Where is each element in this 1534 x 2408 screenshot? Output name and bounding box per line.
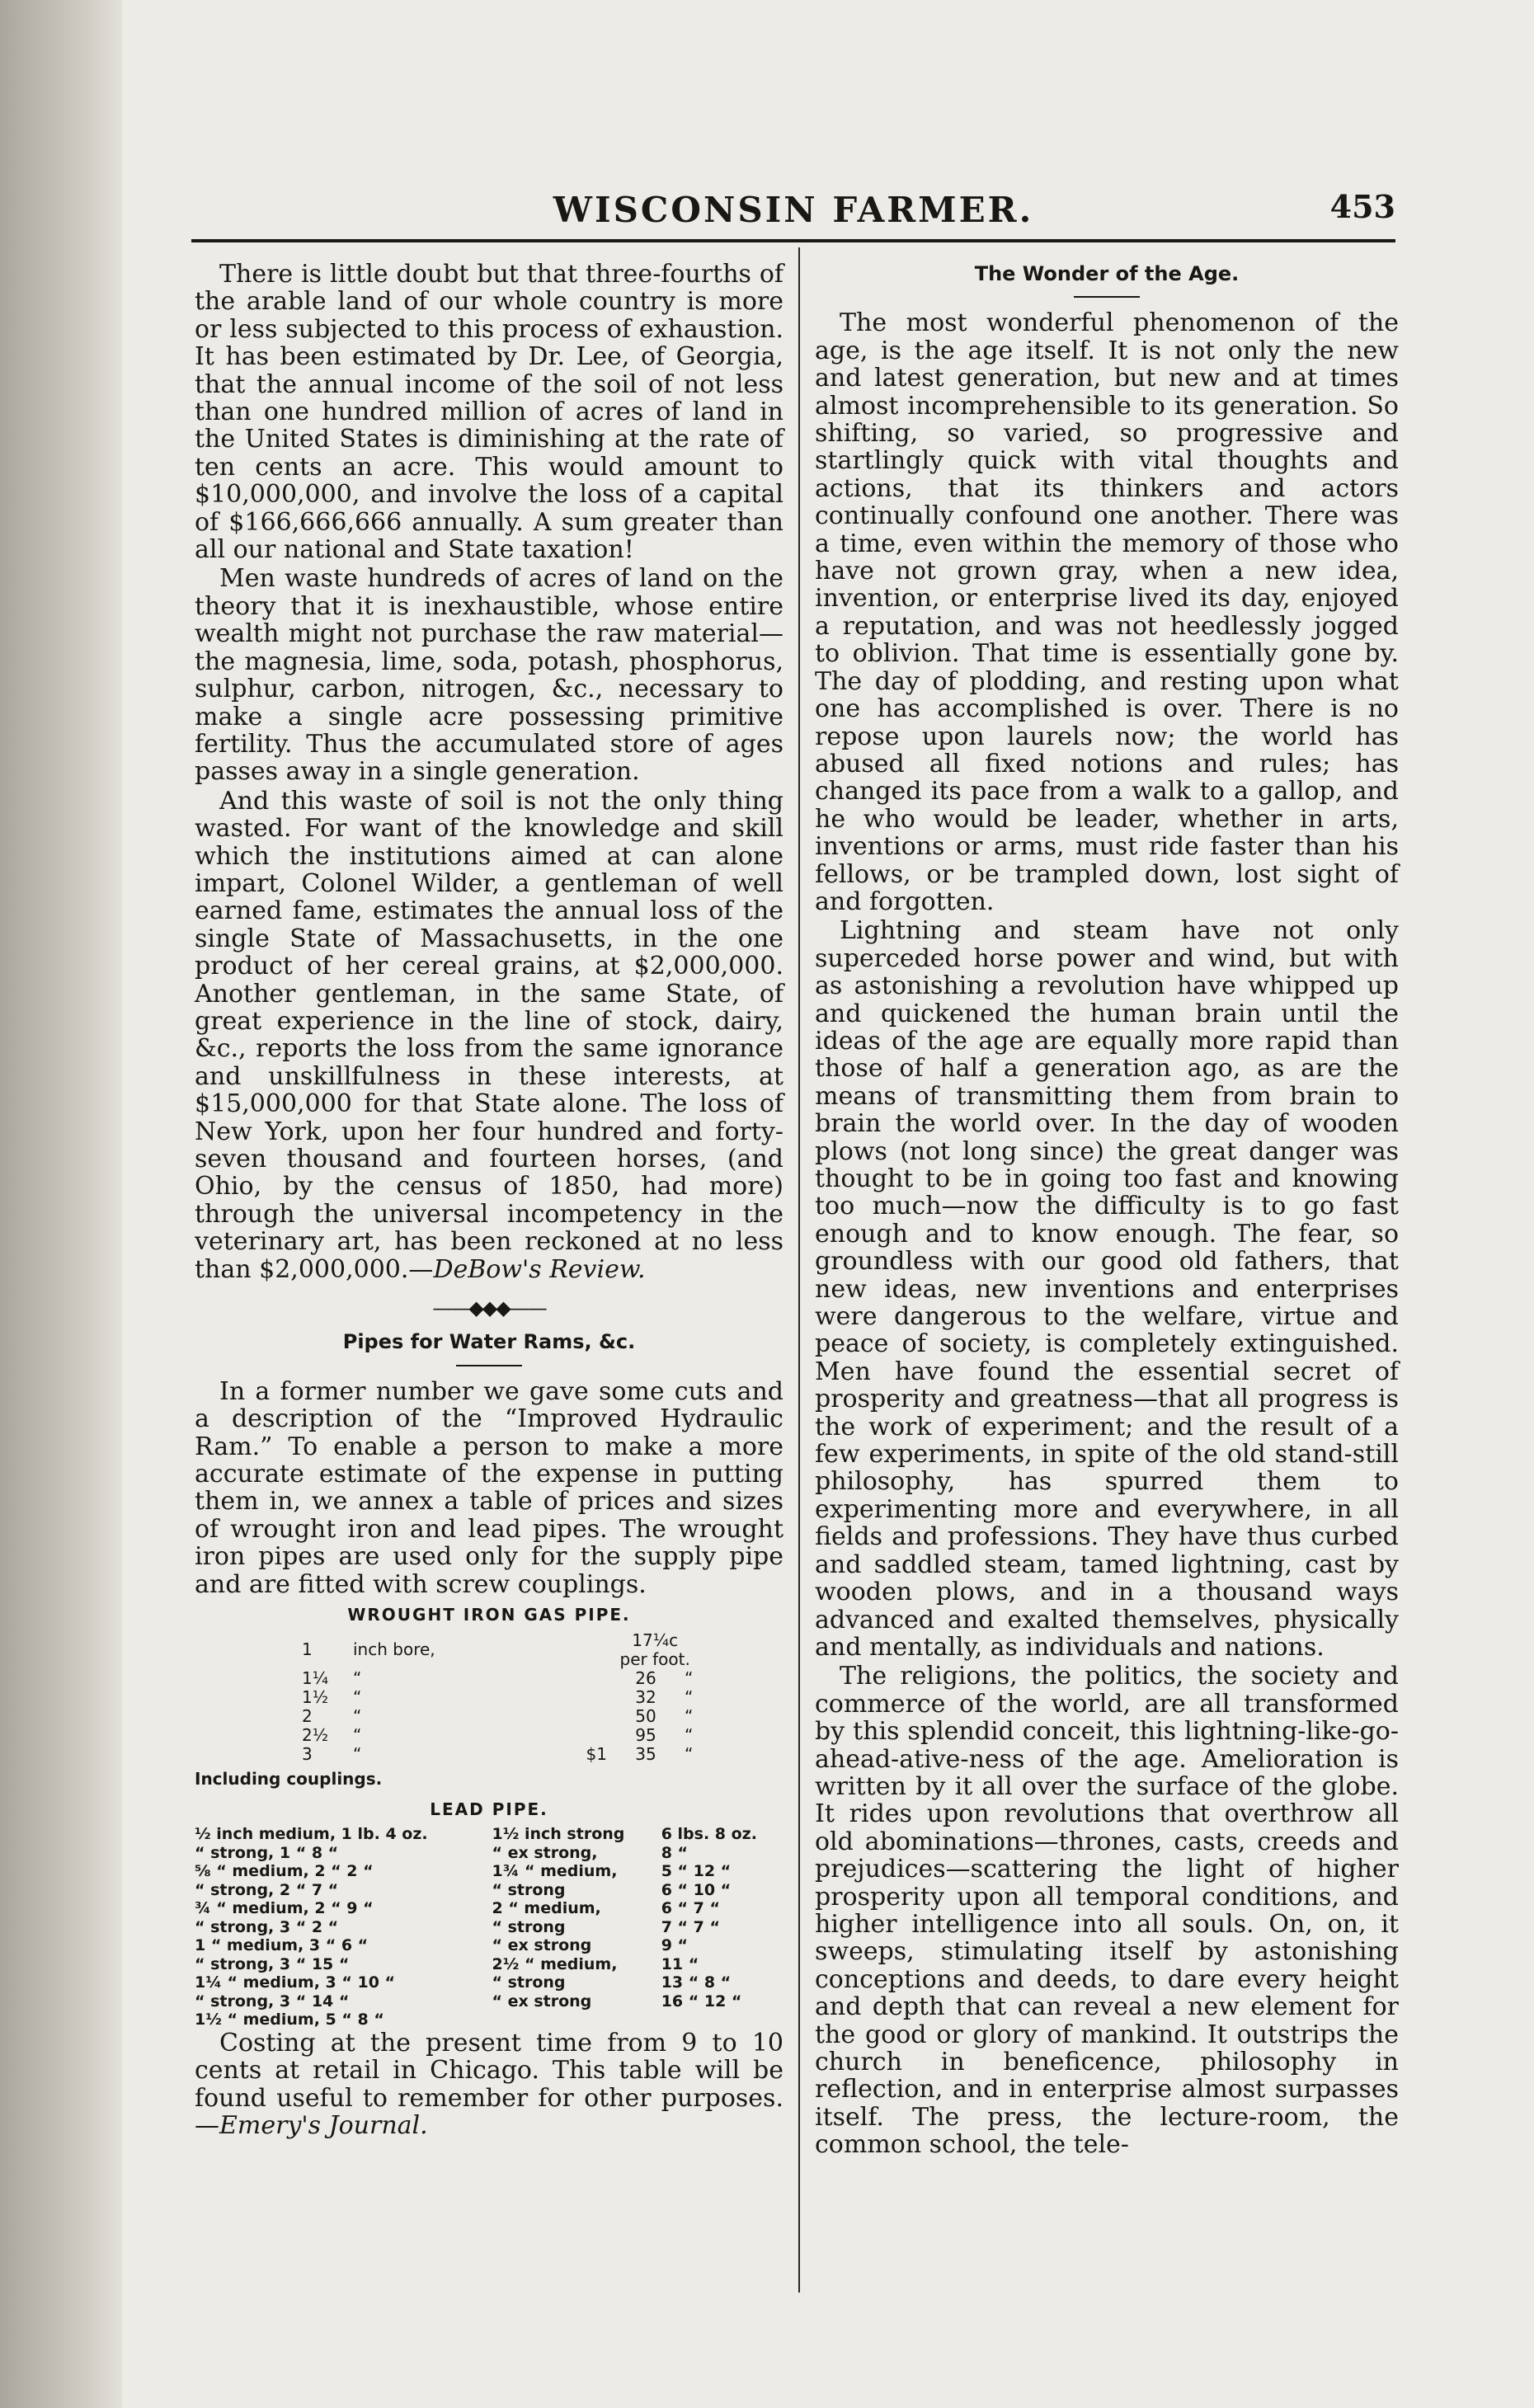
table-cell (661, 2011, 783, 2029)
table-cell: “ (685, 1705, 694, 1726)
table-row (302, 1745, 703, 1764)
gas-pipe-table-title: WROUGHT IRON GAS PIPE. (347, 1605, 631, 1625)
table-cell: “ strong (492, 1973, 566, 1992)
article-heading: Pipes for Water Rams, &c. (342, 1330, 636, 1354)
table-cell: 16 “ 12 “ (661, 1992, 742, 2011)
table-row (302, 1726, 703, 1745)
table-cell: 6 lbs. 8 oz. (661, 1825, 757, 1844)
table-cell: “ (685, 1686, 694, 1707)
table-cell: 17¼c per foot. (619, 1630, 690, 1669)
table-cell: 50 (635, 1705, 656, 1726)
table-cell: 9 “ (661, 1936, 689, 1955)
table-cell: “ strong, 3 “ 15 “ (195, 1954, 350, 1973)
table-cell: 1½ (302, 1686, 329, 1707)
table-cell: 1¾ “ medium, (492, 1862, 618, 1881)
table-cell: ¾ “ medium, 2 “ 9 “ (195, 1899, 374, 1918)
table-cell: 1¼ (302, 1667, 329, 1688)
table-row (195, 1862, 783, 1881)
heading-rule (456, 1365, 522, 1366)
table-row (195, 1973, 783, 1992)
paragraph (195, 2029, 783, 2140)
table-cell: “ ex strong (492, 1992, 592, 2011)
article-heading: The Wonder of the Age. (974, 262, 1240, 285)
table-cell (561, 1707, 617, 1726)
table-cell: 13 “ 8 “ (661, 1973, 732, 1992)
table-cell: 7 “ 7 “ (661, 1917, 720, 1936)
table-cell: “ (353, 1705, 362, 1726)
column-divider (798, 247, 800, 2293)
table-row (195, 1825, 783, 1844)
journal-title: WISCONSIN FARMER. (553, 190, 1034, 230)
table-cell: “ strong (492, 1917, 566, 1936)
lead-pipe-table (195, 1825, 783, 2029)
table-cell: 6 “ 10 “ (661, 1880, 732, 1899)
table-cell (492, 2011, 661, 2029)
table-cell: inch bore, (353, 1639, 435, 1659)
table-row (195, 1918, 783, 1937)
table-cell: “ strong, 3 “ 2 “ (195, 1917, 339, 1936)
table-cell: “ (353, 1667, 362, 1688)
paragraph: The religions, the politics, the society and commerce of the world, are all transformed by this splendid conceit, this lightning-like-go-ahead-ative-ness of the age. Amelioration is written by it all over the surface of the globe. It rides upon revolutions that overthrow all old abominations—thrones, casts, creeds and prejudices—scattering the light of higher prosperity upon all temporal conditions, and higher intelligence into all souls. On, on, it sweeps, stimulating itself by astonishing conceptions and deeds, to dare every height and depth that can reveal a new element for the good or glory of mankind. It outstrips the church in beneficence, philosophy in reflection, and in enterprise almost surpasses itself. The press, the lecture-room, the common school, the tele- (815, 1662, 1399, 2160)
paragraph: The most wonderful phenomenon of the age, is the age itself. It is not only the new and latest generation, but new and at times almost incomprehensible to its generation. So shifting, so varied, so progressive and startlingly quick with vital thoughts and actions, that its thinkers and actors continually confound one another. There was a time, even within the memory of those who have not grown gray, when a new idea, invention, or enterprise lived its day, enjoyed a reputation, and was not heedlessly jogged to oblivion. That time is essentially gone by. The day of plodding, and resting upon what one has accomplished is over. There is no repose upon laurels now; the world has abused all fixed notions and rules; has changed its pace from a walk to a gallop, and he who would be leader, whether in arts, inventions or arms, must ride faster than his fellows, or be trampled down, lost sight of and forgotten. (815, 308, 1399, 916)
table-cell: 1 “ medium, 3 “ 6 “ (195, 1936, 369, 1955)
table-cell: 11 “ (661, 1954, 699, 1973)
table-cell (561, 1726, 617, 1745)
table-cell: 26 (635, 1667, 656, 1688)
table-cell (561, 1688, 617, 1707)
citation: Emery's Journal. (219, 2111, 428, 2141)
table-cell (561, 1631, 617, 1669)
table-cell: “ strong, 2 “ 7 “ (195, 1880, 339, 1899)
paragraph: In a former number we gave some cuts and a description of the “Improved Hydraulic Ram.” To enable a person to make a more accurate estimate of the expense in putting them in, we annex a table of prices and sizes of wrought iron and lead pipes. The wrought iron pipes are used only for the supply pipe and are fitted with screw couplings. (195, 1376, 783, 1599)
table-cell: “ (353, 1686, 362, 1707)
table-cell: 6 “ 7 “ (661, 1899, 720, 1918)
running-header (191, 175, 1395, 233)
table-row (302, 1631, 703, 1669)
table-cell: 8 “ (661, 1843, 689, 1862)
table-row (302, 1669, 703, 1688)
table-cell: $1 (586, 1743, 607, 1764)
paragraph: Men waste hundreds of acres of land on the theory that it is inexhaustible, whose entire wealth might not purchase the raw material—the magnesia, lime, soda, potash, phosphorus, sulphur, carbon, nitrogen, &c., necessary to make a single acre possessing primitive fertility. Thus the accumulated store of ages passes away in a single generation. (195, 564, 783, 787)
table-cell: “ (353, 1743, 362, 1764)
table-row (195, 1881, 783, 1900)
table-row (195, 1844, 783, 1863)
table-cell: 1½ inch strong (492, 1825, 625, 1844)
table-cell: 1¼ “ medium, 3 “ 10 “ (195, 1973, 396, 1992)
citation: DeBow's Review. (433, 1254, 646, 1284)
table-cell: 2½ (302, 1724, 329, 1745)
paragraph (195, 788, 783, 1283)
table-cell: “ strong (492, 1880, 566, 1899)
table-row (195, 1936, 783, 1955)
table-cell: ⅝ “ medium, 2 “ 2 “ (195, 1862, 374, 1881)
table-cell: “ ex strong, (492, 1843, 598, 1862)
table-cell: “ (353, 1724, 362, 1745)
table-cell: 2½ “ medium, (492, 1954, 618, 1973)
table-row (195, 1899, 783, 1918)
table-cell: 2 “ medium, (492, 1899, 601, 1918)
table-row (302, 1688, 703, 1707)
table-cell: 95 (635, 1724, 656, 1745)
table-cell: ½ inch medium, 1 lb. 4 oz. (195, 1825, 428, 1844)
table-cell: “ strong, 1 “ 8 “ (195, 1843, 339, 1862)
left-column (195, 261, 783, 2139)
table-cell: 5 “ 12 “ (661, 1862, 732, 1881)
table-cell: “ (685, 1667, 694, 1688)
table-cell: “ ex strong (492, 1936, 592, 1955)
section-ornament: ——◆◆◆—— (432, 1296, 546, 1320)
paragraph-text: Costing at the present time from 9 to 10 cents at retail in Chicago. This table will be found useful to remember for other purposes.— (195, 2028, 783, 2141)
table-cell: 32 (635, 1686, 656, 1707)
table-cell: 3 (302, 1743, 313, 1764)
binding-gutter (0, 0, 122, 2408)
paragraph-text: And this waste of soil is not the only thing wasted. For want of the knowledge and skill which the institutions aimed at can alone impart, Colonel Wilder, a gentleman of well earned fame, estimates the annual loss of the single State of Massachusetts, in the one product of her cereal grains, at $2,000,000. Another gentleman, in the same State, of great experience in the line of stock, dairy, &c., reports the loss from the same ignorance and unskillfulness in these interests, at $15,000,000 for that State alone. The loss of New York, upon her four hundred and forty-seven thousand and fourteen horses, (and Ohio, by the census of 1850, had more) through the universal incompetency in the veterinary art, has been reckoned at no less than $2,000,000.— (195, 786, 783, 1284)
table-cell: “ strong, 3 “ 14 “ (195, 1992, 350, 2011)
table-row (195, 1992, 783, 2011)
page-number: 453 (1329, 188, 1395, 225)
heading-rule (1074, 296, 1140, 298)
table-row (302, 1707, 703, 1726)
table-cell (561, 1669, 617, 1688)
table-cell: 2 (302, 1705, 313, 1726)
header-rule (191, 239, 1395, 242)
table-note: Including couplings. (195, 1768, 383, 1789)
table-row (195, 2011, 783, 2029)
table-cell: 1½ “ medium, 5 “ 8 “ (195, 2011, 384, 2029)
table-cell: “ (685, 1724, 694, 1745)
table-cell: “ (685, 1743, 694, 1764)
paragraph: There is little doubt but that three-fourths of the arable land of our whole country is more or less subjected to this process of exhaustion. It has been estimated by Dr. Lee, of Georgia, that the annual income of the soil of not less than one hundred million of acres of land in the United States is diminishing at the rate of ten cents an acre. This would amount to $10,000,000, and involve the loss of a capital of $166,666,666 annually. A sum greater than all our national and State taxation! (195, 260, 783, 565)
gas-pipe-table (302, 1631, 703, 1764)
table-cell: 1 (302, 1639, 313, 1659)
lead-pipe-table-title: LEAD PIPE. (430, 1799, 548, 1819)
paragraph: Lightning and steam have not only superceded horse power and wind, but with as astonishing a revolution have whipped up and quickened the human brain until the ideas of the age are equally more rapid than those of half a generation ago, as are the means of transmitting them from brain to brain the world over. In the day of wooden plows (not long since) the great danger was thought to be in going too fast and knowing too much—now the difficulty is to go fast enough and to know enough. The fear, so groundless with our good old fathers, that new ideas, new inventions and enterprises were dangerous to the welfare, virtue and peace of society, is completely extinguished. Men have found the essential secret of prosperity and greatness—that all progress is the work of experiment; and the result of a few experiments, in spite of the old stand-still philosophy, has spurred them to experimenting more and everywhere, in all fields and professions. They have thus curbed and saddled steam, tamed lightning, cast by wooden plows, and in a thousand ways advanced and exalted themselves, physically and mentally, as individuals and nations. (815, 916, 1399, 1662)
right-column (815, 261, 1399, 2159)
table-row (195, 1955, 783, 1974)
table-cell: 35 (635, 1743, 656, 1764)
